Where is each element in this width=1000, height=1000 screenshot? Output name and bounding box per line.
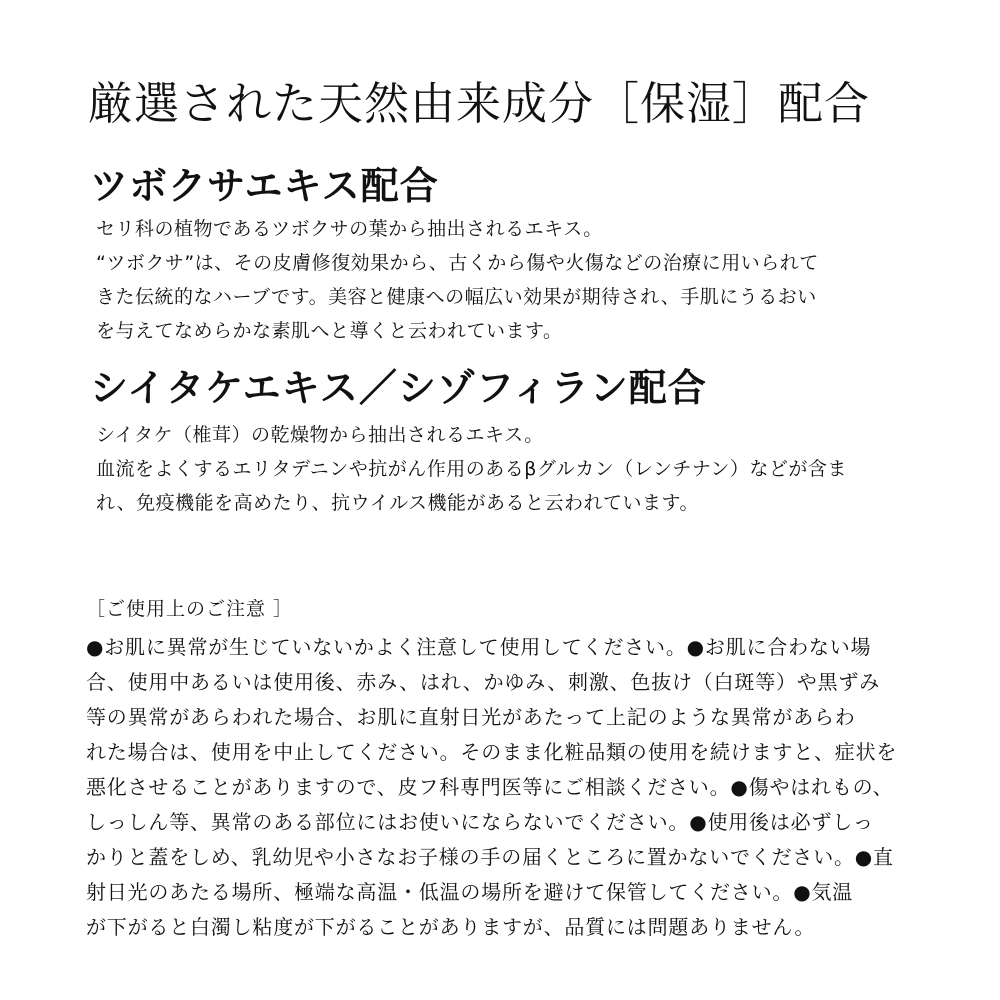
- body-line: セリ科の植物であるツボクサの葉から抽出されるエキス。: [96, 218, 603, 240]
- caution-line: しっしん等、異常のある部位にはお使いにならないでください。●使用後は必ずしっ: [86, 810, 874, 834]
- body-line: シイタケ（椎茸）の乾燥物から抽出されるエキス。: [96, 424, 544, 446]
- section-heading-tsubokusa: ツボクサエキス配合: [90, 163, 439, 208]
- body-line: 血流をよくするエリタデニンや抗がん作用のあるβグルカン（レンチナン）などが含ま: [96, 458, 847, 480]
- section-body-shiitake: [96, 418, 847, 520]
- body-line: れ、免疫機能を高めたり、抗ウイルス機能があると云われています。: [96, 492, 699, 514]
- body-line: きた伝統的なハーブです。美容と健康への幅広い効果が期待され、手肌にうるおい: [96, 286, 817, 308]
- body-line: “ツボクサ”は、その皮膚修復効果から、古くから傷や火傷などの治療に用いられて: [96, 252, 819, 274]
- caution-line: れた場合は、使用を中止してください。そのまま化粧品類の使用を続けますと、症状を: [86, 740, 898, 764]
- caution-heading: ［ご使用上のご注意 ］: [86, 598, 294, 620]
- caution-line: 等の異常があらわれた場合、お肌に直射日光があたって上記のような異常があらわ: [86, 705, 856, 729]
- caution-body: [86, 630, 897, 945]
- page-title: 厳選された天然由来成分［保湿］配合: [88, 77, 871, 130]
- section-heading-shiitake: シイタケエキス／シゾフィラン配合: [90, 365, 707, 410]
- caution-line: ●お肌に異常が生じていないかよく注意して使用してください。●お肌に合わない場: [86, 635, 872, 659]
- caution-line: が下がると白濁し粘度が下がることがありますが、品質には問題ありません。: [86, 915, 816, 939]
- caution-line: 合、使用中あるいは使用後、赤み、はれ、かゆみ、刺激、色抜け（白斑等）や黒ずみ: [86, 670, 880, 694]
- caution-line: 悪化させることがありますので、皮フ科専門医等にご相談ください。●傷やはれもの、: [86, 775, 894, 799]
- body-line: を与えてなめらかな素肌へと導くと云われています。: [96, 320, 563, 342]
- caution-line: かりと蓋をしめ、乳幼児や小さなお子様の手の届くところに置かないでください。●直: [86, 845, 894, 869]
- caution-line: 射日光のあたる場所、極端な高温・低温の場所を避けて保管してください。●気温: [86, 880, 854, 904]
- section-body-tsubokusa: [96, 212, 819, 348]
